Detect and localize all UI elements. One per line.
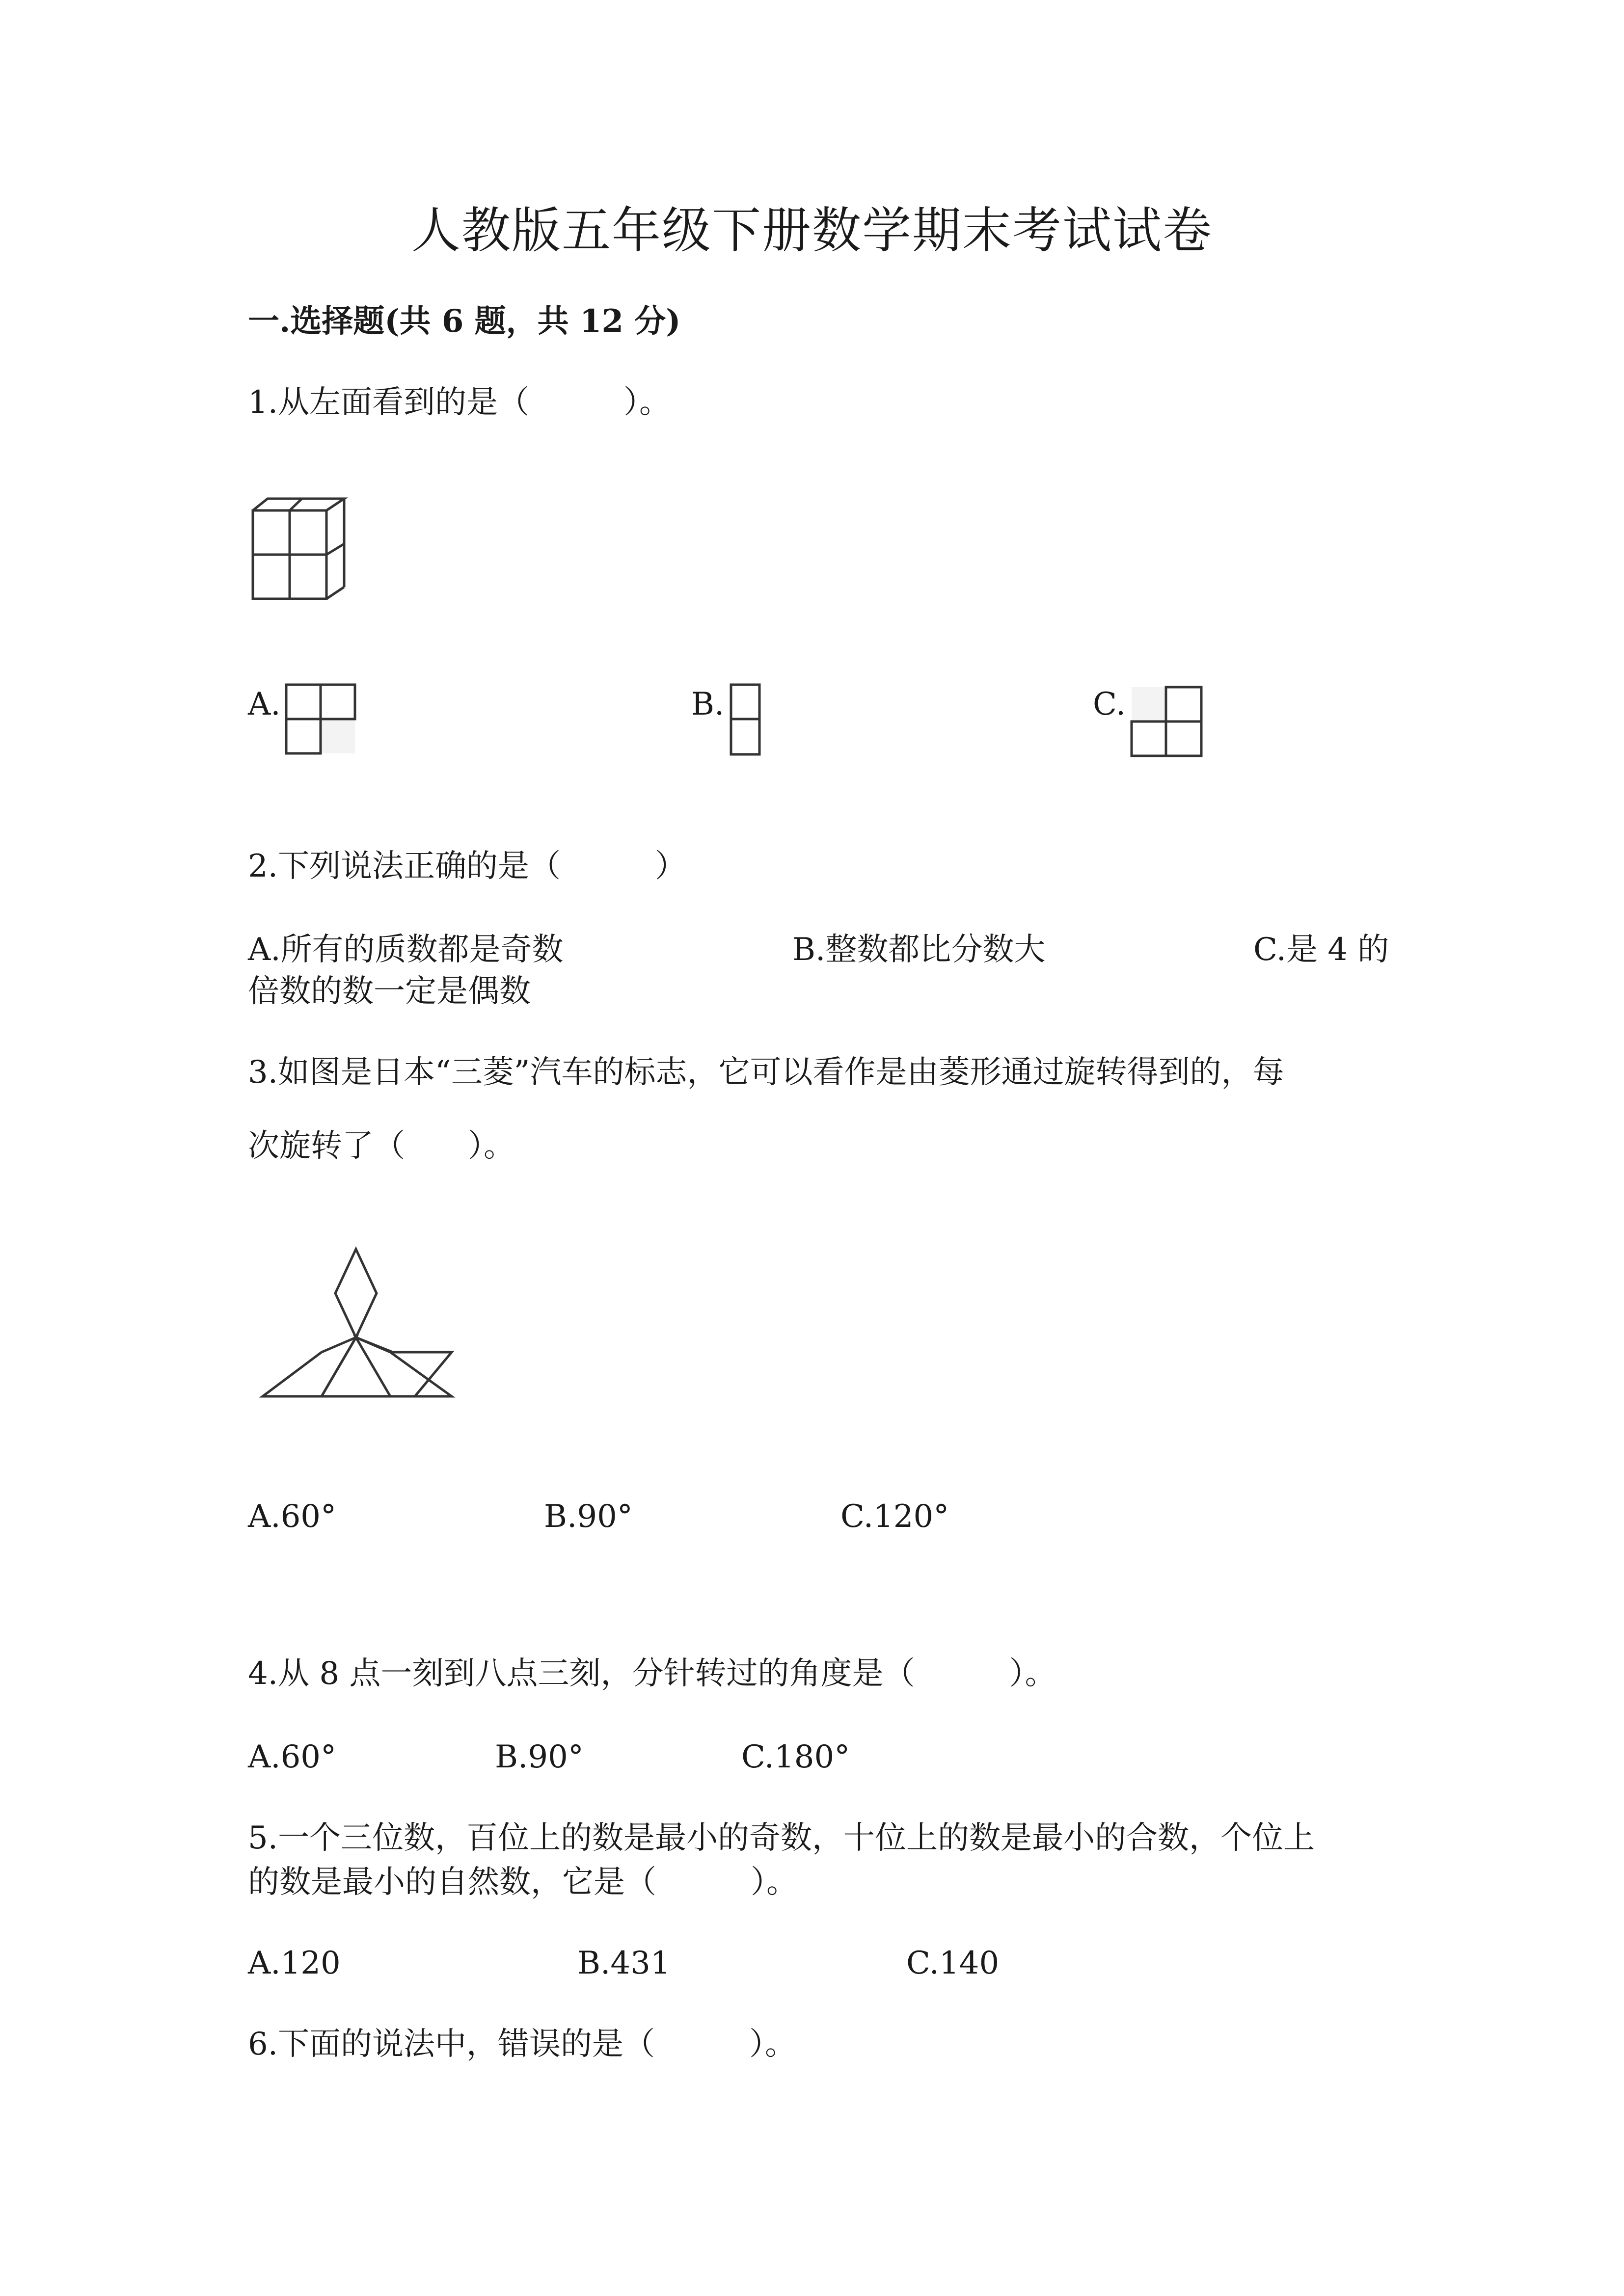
question-5-stem-line-1: 5.一个三位数，百位上的数是最小的奇数，十位上的数是最小的合数，个位上 xyxy=(248,1820,1315,1856)
question-5-option-b: B.431 xyxy=(577,1945,671,1981)
question-4-option-a: A.60° xyxy=(248,1739,336,1775)
question-1-option-b-label: B. xyxy=(691,686,725,722)
question-5-option-a: A.120 xyxy=(248,1945,341,1981)
question-2-option-b: B.整数都比分数大 xyxy=(792,932,1046,968)
question-1-option-c-figure xyxy=(1129,685,1208,758)
question-2-option-c: C.是 4 的 xyxy=(1253,932,1389,968)
question-3-stem-line-1: 3.如图是日本“三菱”汽车的标志，它可以看作是由菱形通过旋转得到的，每 xyxy=(248,1054,1284,1091)
question-1-stem: 1.从左面看到的是（ ）。 xyxy=(248,384,671,421)
question-1-option-b-figure xyxy=(729,682,763,758)
question-5-stem-line-2: 的数是最小的自然数，它是（ ）。 xyxy=(248,1864,798,1900)
question-3-stem-line-2: 次旋转了（ ）。 xyxy=(248,1128,515,1164)
question-3-option-c: C.120° xyxy=(840,1498,949,1535)
question-2-stem: 2.下列说法正确的是（ ） xyxy=(248,848,687,884)
question-3-option-a: A.60° xyxy=(248,1498,336,1535)
question-1-option-a-figure xyxy=(284,682,357,756)
question-2-option-c-continued: 倍数的数一定是偶数 xyxy=(248,973,531,1010)
mitsubishi-logo-figure xyxy=(248,1244,464,1406)
question-4-option-c: C.180° xyxy=(741,1739,850,1775)
question-1-cube-figure xyxy=(248,496,356,604)
question-1-option-c-label: C. xyxy=(1093,686,1126,722)
exam-title: 人教版五年级下册数学期末考试试卷 xyxy=(411,202,1213,259)
section-heading: 一.选择题(共 6 题，共 12 分) xyxy=(248,303,681,340)
question-3-option-b: B.90° xyxy=(544,1498,633,1535)
question-5-option-c: C.140 xyxy=(906,1945,1000,1981)
question-4-stem: 4.从 8 点一刻到八点三刻，分针转过的角度是（ ）。 xyxy=(248,1655,1056,1692)
question-2-option-a: A.所有的质数都是奇数 xyxy=(248,932,564,968)
question-4-option-b: B.90° xyxy=(495,1739,584,1775)
question-6-stem: 6.下面的说法中，错误的是（ ）。 xyxy=(248,2026,797,2062)
question-1-option-a-label: A. xyxy=(248,686,281,722)
